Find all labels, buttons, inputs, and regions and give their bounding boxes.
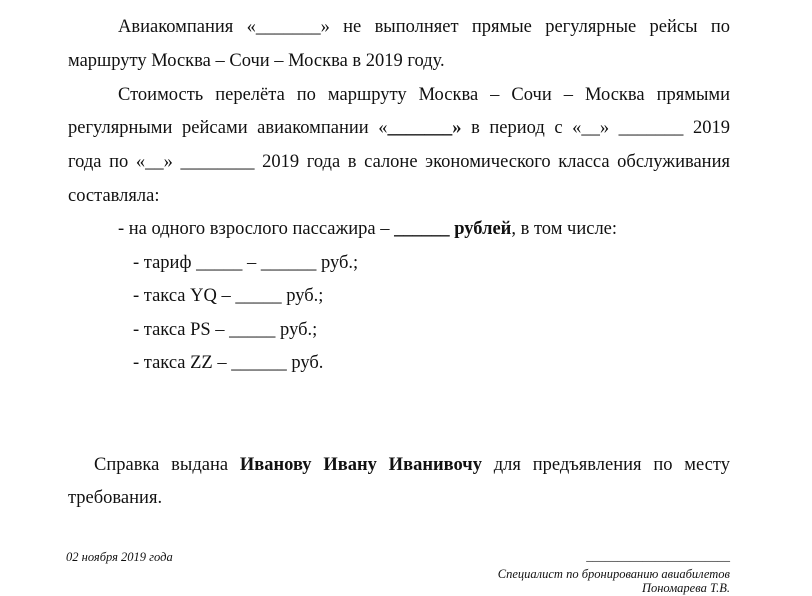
- recipient-name: Иванову Ивану Иванивочу: [239, 455, 482, 475]
- certificate-suffix: для предъявления по месту: [481, 455, 730, 475]
- fare-item-ps: - такса PS – _____ руб.;: [133, 320, 318, 340]
- fare-adult-line: [118, 218, 617, 240]
- fare-adult-total: ______ рублей: [394, 219, 512, 239]
- paragraph2-line3: года по «__» ________ 2019 года в салоне экономического класса обслуживания: [68, 152, 730, 172]
- certificate-line1: [94, 454, 730, 476]
- paragraph2-line2-end: в период с «__» _______ 2019: [461, 118, 730, 138]
- certificate-line2: требования.: [68, 488, 163, 508]
- certificate-prefix: Справка выдана: [94, 455, 240, 475]
- signature-line: _______________________: [586, 549, 730, 563]
- specialist-title: Специалист по бронированию авиабилетов: [497, 567, 730, 581]
- paragraph1-line1: Авиакомпания «_______» не выполняет прямые регулярные рейсы по: [118, 17, 730, 37]
- paragraph1-line2: маршруту Москва – Сочи – Москва в 2019 году.: [68, 51, 445, 71]
- fare-adult-suffix: , в том числе:: [511, 219, 618, 239]
- fare-adult-label: - на одного взрослого пассажира –: [118, 219, 395, 239]
- paragraph2-line2: [68, 117, 730, 139]
- fare-item-yq: - такса YQ – _____ руб.;: [133, 286, 324, 306]
- specialist-name: Пономарева Т.В.: [641, 581, 730, 595]
- issue-date: 02 ноября 2019 года: [66, 550, 173, 564]
- paragraph2-line1: Стоимость перелёта по маршруту Москва – Сочи – Москва прямыми: [118, 85, 730, 105]
- paragraph2-line2-start: регулярными рейсами авиакомпании «: [68, 118, 388, 138]
- fare-item-zz: - такса ZZ – ______ руб.: [133, 353, 324, 373]
- fare-item-tariff: - тариф _____ – ______ руб.;: [133, 253, 359, 273]
- paragraph2-line4: составляла:: [68, 186, 160, 206]
- airline-blank: _______»: [387, 118, 462, 138]
